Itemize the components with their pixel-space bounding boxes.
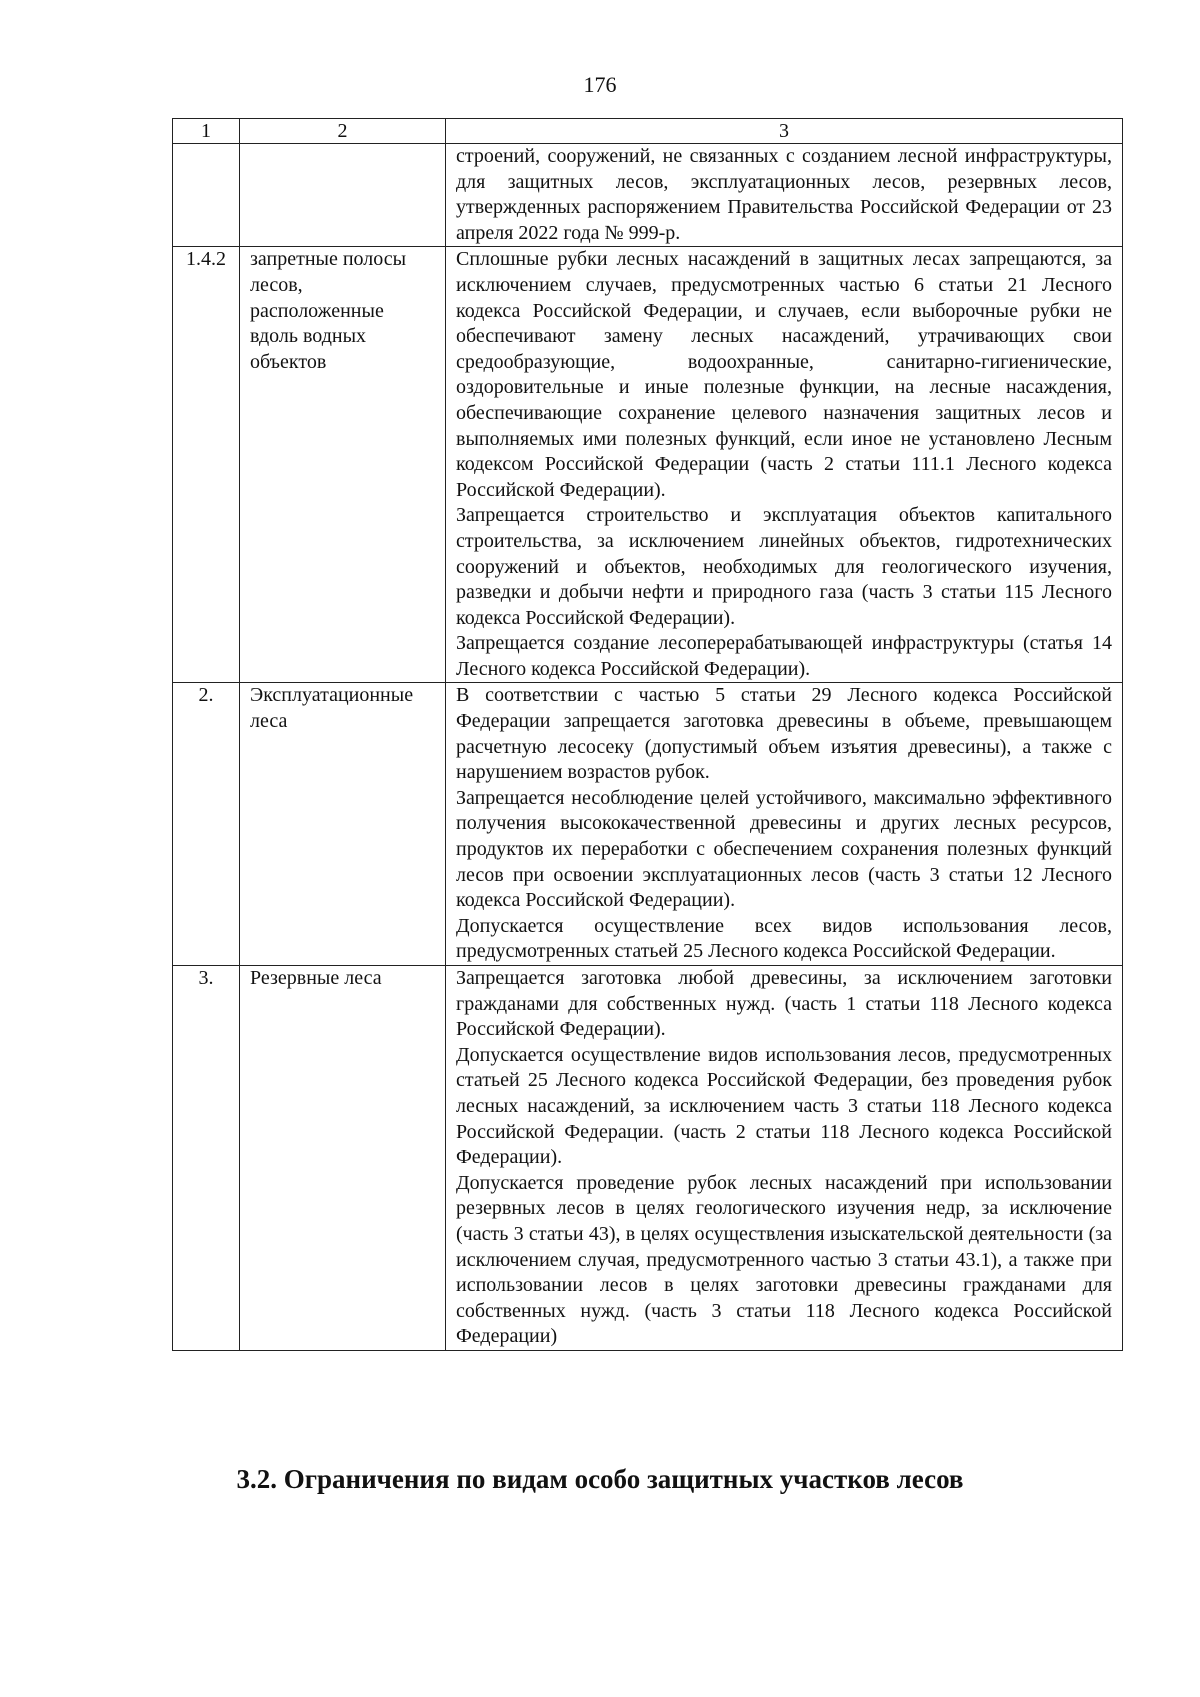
table-row	[173, 247, 1123, 683]
row-description	[446, 966, 1123, 1351]
row-number	[173, 144, 240, 247]
header-col-2: 2	[240, 119, 446, 144]
table-row	[173, 683, 1123, 966]
paragraph: Допускается проведение рубок лесных насаждений при использовании резервных лесов в целях геологического изучения недр, за исключение (часть 3 статьи 43), в целях осуществления изыскательской деятельности (за исключением случая, предусмотренного частью 3 статьи 43.1), а также при использовании лесов в целях заготовки древесины гражданами для собственных нужд. (часть 3 статьи 118 Лесного кодекса Российской Федерации)	[456, 1171, 1112, 1348]
page-number: 176	[583, 72, 617, 97]
row-description	[446, 683, 1123, 966]
paragraph: Допускается осуществление всех видов использования лесов, предусмотренных статьей 25 Лесного кодекса Российской Федерации.	[456, 914, 1112, 963]
paragraph: В соответствии с частью 5 статьи 29 Лесного кодекса Российской Федерации запрещается заготовка древесины в объеме, превышающем расчетную лесосеку (допустимый объем изъятия древесины), а также с нарушением возрастов рубок.	[456, 684, 1112, 784]
paragraph: Запрещается заготовка любой древесины, за исключением заготовки гражданами для собственных нужд. (часть 1 статьи 118 Лесного кодекса Российской Федерации).	[456, 967, 1112, 1041]
paragraph: Допускается осуществление видов использования лесов, предусмотренных статьей 25 Лесного кодекса Российской Федерации, без проведения рубок лесных насаждений, за исключением часть 3 статьи 118 Лесного кодекса Российской Федерации. (часть 2 статьи 118 Лесного кодекса Российской Федерации).	[456, 1043, 1112, 1169]
paragraph: Запрещается несоблюдение целей устойчивого, максимально эффективного получения высококачественной древесины и других лесных ресурсов, продуктов их переработки с обеспечением сохранения полезных функций лесов при освоении эксплуатационных лесов (часть 3 статьи 12 Лесного кодекса Российской Федерации).	[456, 786, 1112, 912]
header-col-1: 1	[173, 119, 240, 144]
row-number: 1.4.2	[173, 247, 240, 683]
row-number: 2.	[173, 683, 240, 966]
row-category: Эксплуатационные леса	[240, 683, 446, 966]
table-header	[173, 119, 1123, 144]
table-row	[173, 966, 1123, 1351]
row-category: запретные полосы лесов, расположенные вдоль водных объектов	[240, 247, 446, 683]
row-description	[446, 144, 1123, 247]
header-col-3: 3	[446, 119, 1123, 144]
restrictions-table	[172, 118, 1123, 1351]
paragraph: строений, сооружений, не связанных с созданием лесной инфраструктуры, для защитных лесов, эксплуатационных лесов, резервных лесов, утвержденных распоряжением Правительства Российской Федерации от 23 апреля 2022 года № 999-р.	[456, 145, 1112, 244]
row-description	[446, 247, 1123, 683]
paragraph: Сплошные рубки лесных насаждений в защитных лесах запрещаются, за исключением случаев, предусмотренных частью 6 статьи 21 Лесного кодекса Российской Федерации, и случаев, если выборочные рубки не обеспечивают замену лесных насаждений, утрачивающих свои средообразующие, водоохранные, санитарно-гигиенические, оздоровительные и иные полезные функции, на лесные насаждения, обеспечивающие сохранение целевого назначения защитных лесов и выполняемых ими полезных функций, если иное не установлено Лесным кодексом Российской Федерации (часть 2 статьи 111.1 Лесного кодекса Российской Федерации).	[456, 248, 1112, 501]
row-category: Резервные леса	[240, 966, 446, 1351]
table-header-row	[173, 119, 1123, 144]
row-category	[240, 144, 446, 247]
section-title: 3.2. Ограничения по видам особо защитных участков лесов	[236, 1464, 964, 1494]
table-row	[173, 144, 1123, 247]
paragraph: Запрещается строительство и эксплуатация объектов капитального строительства, за исключением линейных объектов, гидротехнических сооружений и объектов, необходимых для геологического изучения, разведки и добычи нефти и природного газа (часть 3 статьи 115 Лесного кодекса Российской Федерации).	[456, 504, 1112, 629]
paragraph: Запрещается создание лесоперерабатывающей инфраструктуры (статья 14 Лесного кодекса Российской Федерации).	[456, 632, 1112, 680]
row-number: 3.	[173, 966, 240, 1351]
